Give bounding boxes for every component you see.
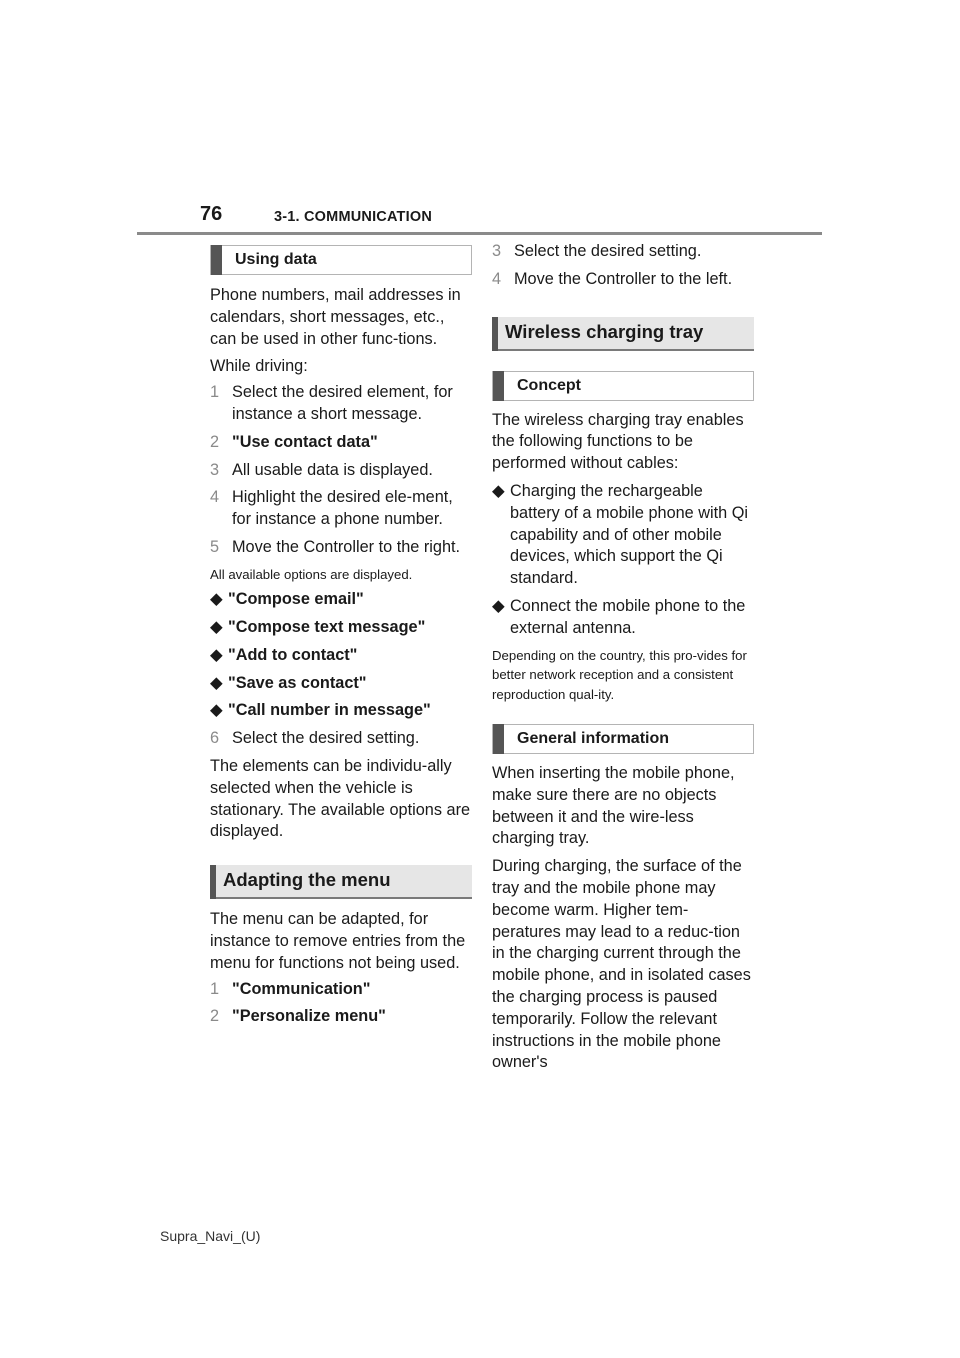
general-info-p2: During charging, the surface of the tray and the mobile phone may become warm. Higher tem-peratures may lead to a reduc-tion in the charging current through the mobile phone, and in isolated cases the charging process is paused temporarily. Follow the relevant instructions in the mobile phone owner's [492, 857, 751, 1072]
step-item: 2 "Use contact data" [210, 432, 378, 451]
heading-wireless-charging-tray: Wireless charging tray [492, 317, 754, 351]
step-item: 1 Select the desired element, for instance a short message. [210, 383, 453, 423]
bullet-icon: ◆ [492, 481, 505, 500]
subheading-concept: Concept [492, 371, 754, 401]
concept-bullet: ◆ Connect the mobile phone to the external antenna. [492, 596, 746, 637]
adapting-menu-intro: The menu can be adapted, for instance to remove entries from the menu for functions not being used. [210, 910, 466, 972]
while-driving-label: While driving: [210, 357, 308, 376]
bullet-icon: ◆ [210, 673, 223, 692]
step-item: 6 Select the desired setting. [210, 729, 420, 748]
concept-intro: The wireless charging tray enables the following functions to be performed without cables: [492, 410, 744, 473]
concept-note: Depending on the country, this pro-vides for better network reception and a consistent reproduction qual-ity. [492, 647, 747, 702]
options-note: All available options are displayed. [210, 566, 413, 582]
step-item: 5 Move the Controller to the right. [210, 537, 461, 556]
step-item: 3 All usable data is displayed. [210, 460, 433, 479]
footer-text: Supra_Navi_(U) [160, 1228, 261, 1244]
heading-adapting-menu: Adapting the menu [210, 865, 472, 899]
option-save-as-contact: ◆ "Save as contact" [210, 673, 472, 695]
step-item: 3 Select the desired setting. [492, 242, 702, 260]
concept-bullet: ◆ Charging the rechargeable battery of a mobile phone with Qi capability and of other mobile devices, which support the Qi standard. [492, 481, 749, 588]
option-call-number: ◆ "Call number in message" [210, 700, 472, 722]
left-column [210, 245, 472, 1028]
option-compose-email: ◆ "Compose email" [210, 589, 472, 611]
header-rule [137, 232, 822, 235]
general-info-p1: When inserting the mobile phone, make sure there are no objects between it and the wire-less charging tray. [492, 764, 735, 848]
subheading-general-information: General information [492, 724, 754, 754]
step-item: 4 Highlight the desired ele-ment, for instance a phone number. [210, 488, 453, 529]
using-data-outro: The elements can be individu-ally selected when the vehicle is stationary. The available options are displayed. [210, 757, 471, 841]
bullet-icon: ◆ [210, 645, 223, 664]
bullet-icon: ◆ [210, 590, 223, 609]
section-title: 3-1. COMMUNICATION [274, 209, 432, 225]
option-add-to-contact: ◆ "Add to contact" [210, 645, 472, 667]
right-column [492, 241, 754, 1074]
using-data-intro: Phone numbers, mail addresses in calendars, short messages, etc., can be used in other func-tions. [210, 286, 461, 348]
bullet-icon: ◆ [492, 596, 505, 615]
subheading-using-data: Using data [210, 245, 472, 275]
bullet-icon: ◆ [210, 701, 223, 720]
bullet-icon: ◆ [210, 618, 223, 637]
step-item: 4 Move the Controller to the left. [492, 269, 733, 288]
step-item: 1 "Communication" [210, 979, 371, 998]
page-number: 76 [200, 203, 223, 225]
step-item: 2 "Personalize menu" [210, 1007, 386, 1026]
option-compose-text-message: ◆ "Compose text message" [210, 617, 472, 639]
